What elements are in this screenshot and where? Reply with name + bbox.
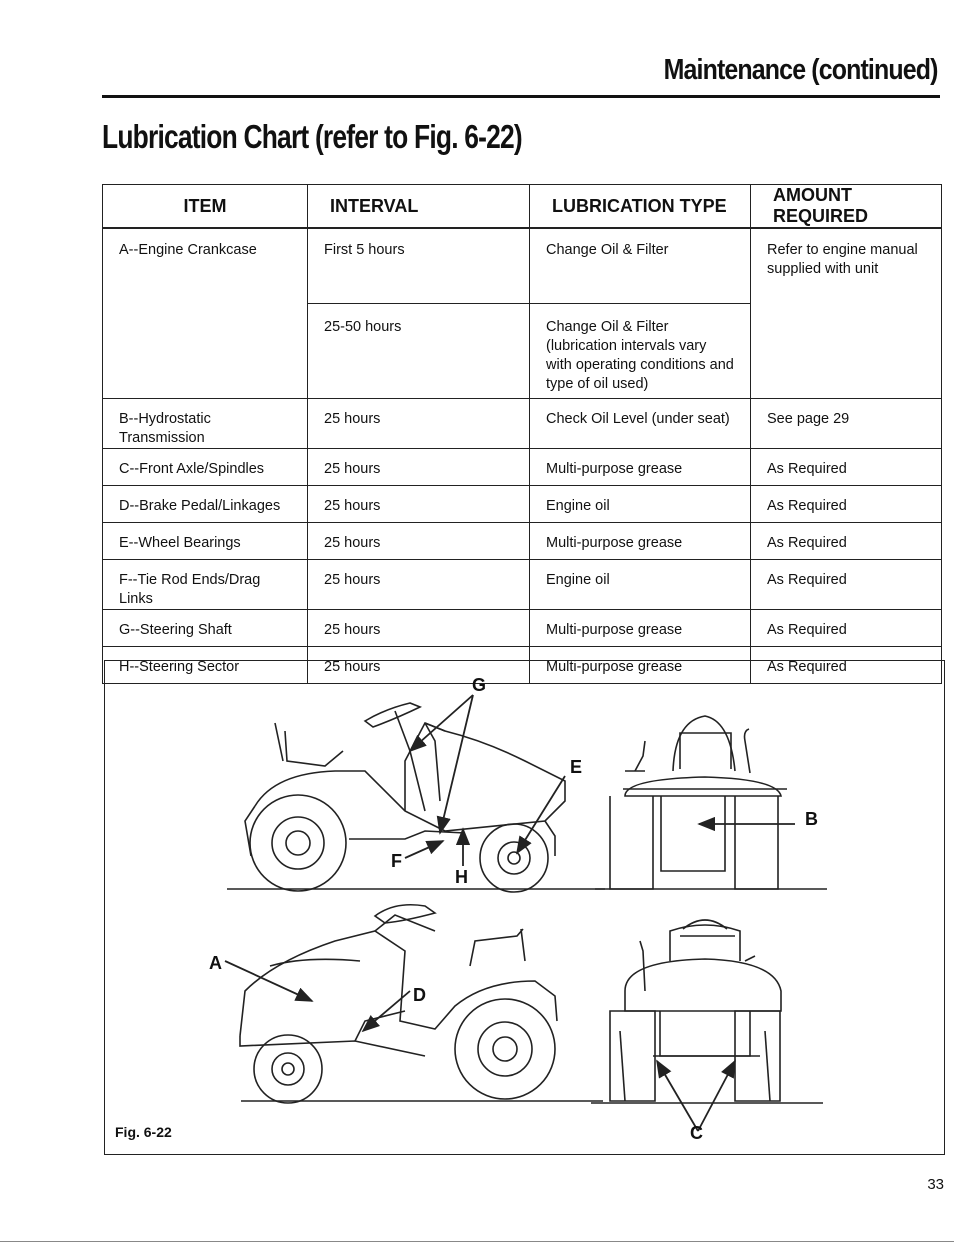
column-header-interval: INTERVAL xyxy=(308,185,530,229)
table-row xyxy=(103,228,942,303)
cell-lubrication-type: Multi-purpose grease xyxy=(530,609,751,646)
cell-interval: 25 hours xyxy=(308,522,530,559)
header-rule xyxy=(102,95,940,98)
table-row xyxy=(103,559,942,609)
cell-item: F--Tie Rod Ends/Drag Links xyxy=(103,559,308,609)
lubrication-table xyxy=(102,184,942,684)
cell-lubrication-type: Change Oil & Filter (lubrication intervals vary with operating conditions and type of oil used) xyxy=(530,303,751,398)
callout-label-c: C xyxy=(690,1123,703,1143)
cell-lubrication-type: Multi-purpose grease xyxy=(530,522,751,559)
tractor-illustration xyxy=(105,661,944,1154)
table-row xyxy=(103,609,942,646)
cell-interval: 25 hours xyxy=(308,559,530,609)
cell-interval: 25 hours xyxy=(308,609,530,646)
callout-label-f: F xyxy=(391,851,402,871)
page-number: 33 xyxy=(927,1176,944,1193)
tractor-figure xyxy=(104,660,945,1155)
tractor-rear-view-top xyxy=(595,716,827,889)
cell-interval: 25 hours xyxy=(308,485,530,522)
callout-label-g: G xyxy=(472,675,487,695)
cell-amount: Refer to engine manual supplied with unit xyxy=(751,228,942,398)
section-title: Maintenance (continued) xyxy=(664,54,938,86)
callout-label-e: E xyxy=(570,757,583,777)
table-row xyxy=(103,398,942,448)
cell-lubrication-type: Change Oil & Filter xyxy=(530,228,751,303)
chart-title: Lubrication Chart (refer to Fig. 6-22) xyxy=(102,118,522,155)
table-row xyxy=(103,485,942,522)
callout-arrows xyxy=(225,695,795,1131)
cell-amount: As Required xyxy=(751,609,942,646)
cell-lubrication-type: Check Oil Level (under seat) xyxy=(530,398,751,448)
cell-item: B--Hydrostatic Transmission xyxy=(103,398,308,448)
table-row xyxy=(103,522,942,559)
cell-interval: 25 hours xyxy=(308,398,530,448)
cell-interval: 25-50 hours xyxy=(308,303,530,398)
cell-item: A--Engine Crankcase xyxy=(103,228,308,398)
cell-amount: See page 29 xyxy=(751,398,942,448)
cell-amount: As Required xyxy=(751,522,942,559)
figure-caption: Fig. 6-22 xyxy=(115,1124,172,1140)
cell-interval: 25 hours xyxy=(308,646,530,683)
column-header-amount-required: AMOUNT REQUIRED xyxy=(751,185,942,229)
column-header-lubrication-type: LUBRICATION TYPE xyxy=(530,185,751,229)
table-row xyxy=(103,448,942,485)
tractor-front-view-bottom xyxy=(591,920,823,1103)
callout-label-a: A xyxy=(209,953,222,973)
callout-label-d: D xyxy=(413,985,426,1005)
cell-amount: As Required xyxy=(751,485,942,522)
cell-lubrication-type: Multi-purpose grease xyxy=(530,448,751,485)
callout-label-b: B xyxy=(805,809,818,829)
cell-interval: First 5 hours xyxy=(308,228,530,303)
cell-amount: As Required xyxy=(751,646,942,683)
cell-item: H--Steering Sector xyxy=(103,646,308,683)
table-header-row xyxy=(103,185,942,229)
cell-item: E--Wheel Bearings xyxy=(103,522,308,559)
cell-lubrication-type: Engine oil xyxy=(530,559,751,609)
cell-interval: 25 hours xyxy=(308,448,530,485)
bottom-rule xyxy=(0,1241,954,1242)
cell-lubrication-type: Multi-purpose grease xyxy=(530,646,751,683)
cell-amount: As Required xyxy=(751,559,942,609)
cell-item: G--Steering Shaft xyxy=(103,609,308,646)
cell-item: C--Front Axle/Spindles xyxy=(103,448,308,485)
cell-amount: As Required xyxy=(751,448,942,485)
cell-lubrication-type: Engine oil xyxy=(530,485,751,522)
column-header-item: ITEM xyxy=(103,185,308,229)
callout-label-h: H xyxy=(455,867,468,887)
tractor-side-view-top xyxy=(227,703,605,892)
cell-item: D--Brake Pedal/Linkages xyxy=(103,485,308,522)
